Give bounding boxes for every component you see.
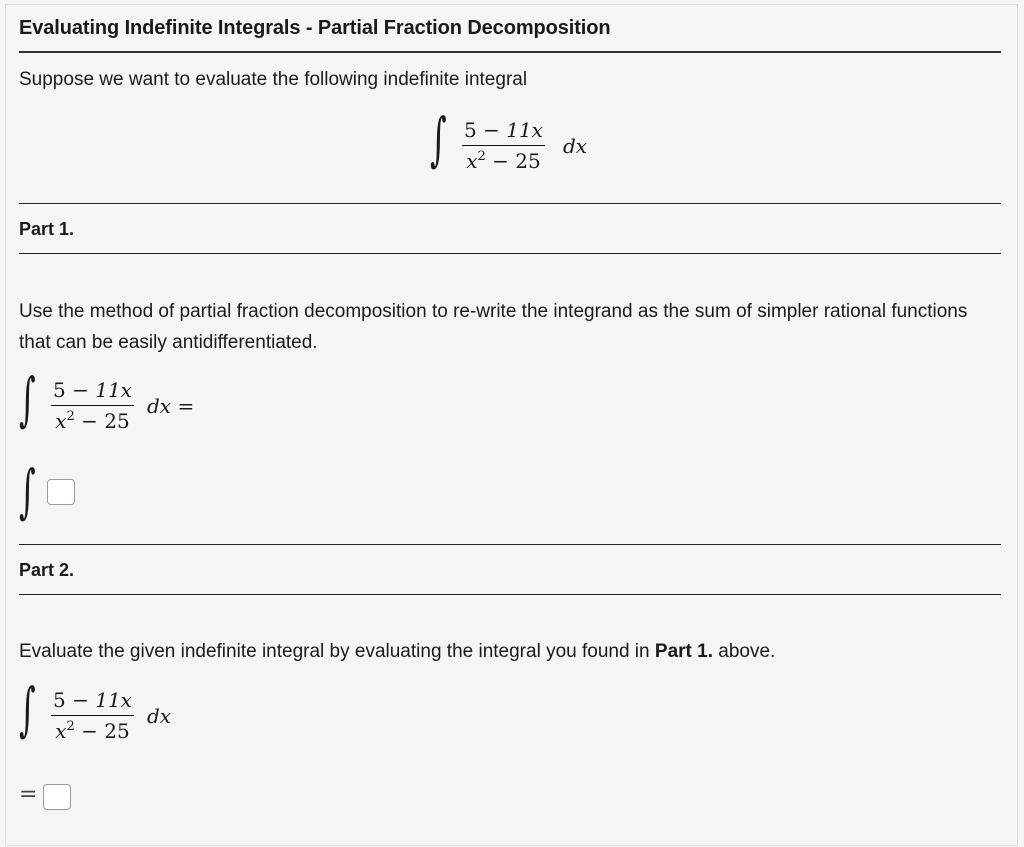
page-title: Evaluating Indefinite Integrals - Partial Fraction Decomposition <box>19 17 611 39</box>
differential: dx = <box>147 394 195 418</box>
integrand-numerator: 5 − 11x <box>464 118 543 142</box>
part2-equals: = <box>19 782 38 807</box>
integral-sign: ∫ <box>19 675 36 743</box>
intro-text: Suppose we want to evaluate the following indefinite integral <box>19 69 528 90</box>
part2-heading: Part 2. <box>19 560 75 580</box>
part1-bottom-rule <box>19 253 1001 254</box>
integrand-denominator: $x^2 - 25$ <box>462 145 545 173</box>
differential: dx <box>563 134 588 158</box>
integrand-fraction <box>462 118 545 173</box>
part1-top-rule <box>19 203 1001 204</box>
part1-integral <box>19 365 239 442</box>
part2-bottom-rule <box>19 594 1001 595</box>
part1-answer-input[interactable] <box>47 479 75 505</box>
integrand-fraction <box>51 688 134 743</box>
part2-integral <box>19 675 239 752</box>
integrand-denominator: $x^2 - 25$ <box>51 715 134 743</box>
integrand-numerator: 5 − 11x <box>53 378 132 402</box>
answer-integral-sign: ∫ <box>19 457 36 525</box>
integrand-denominator: $x^2 - 25$ <box>51 405 134 433</box>
integrand-fraction <box>51 378 134 433</box>
integrand-numerator: 5 − 11x <box>53 688 132 712</box>
part2-instruction: Evaluate the given indefinite integral by evaluating the integral you found in Part 1. above. <box>19 641 776 662</box>
integral-sign: ∫ <box>430 105 447 173</box>
part1-heading: Part 1. <box>19 219 75 239</box>
integral-sign: ∫ <box>19 365 36 433</box>
title-divider <box>19 51 1001 53</box>
part2-top-rule <box>19 544 1001 545</box>
differential: dx <box>147 704 172 728</box>
display-integral <box>430 105 630 182</box>
part2-answer-input[interactable] <box>43 784 71 810</box>
part1-instruction: Use the method of partial fraction decomposition to re-write the integrand as the sum of simpler rational functions that can be easily antidifferentiated. <box>19 301 968 353</box>
